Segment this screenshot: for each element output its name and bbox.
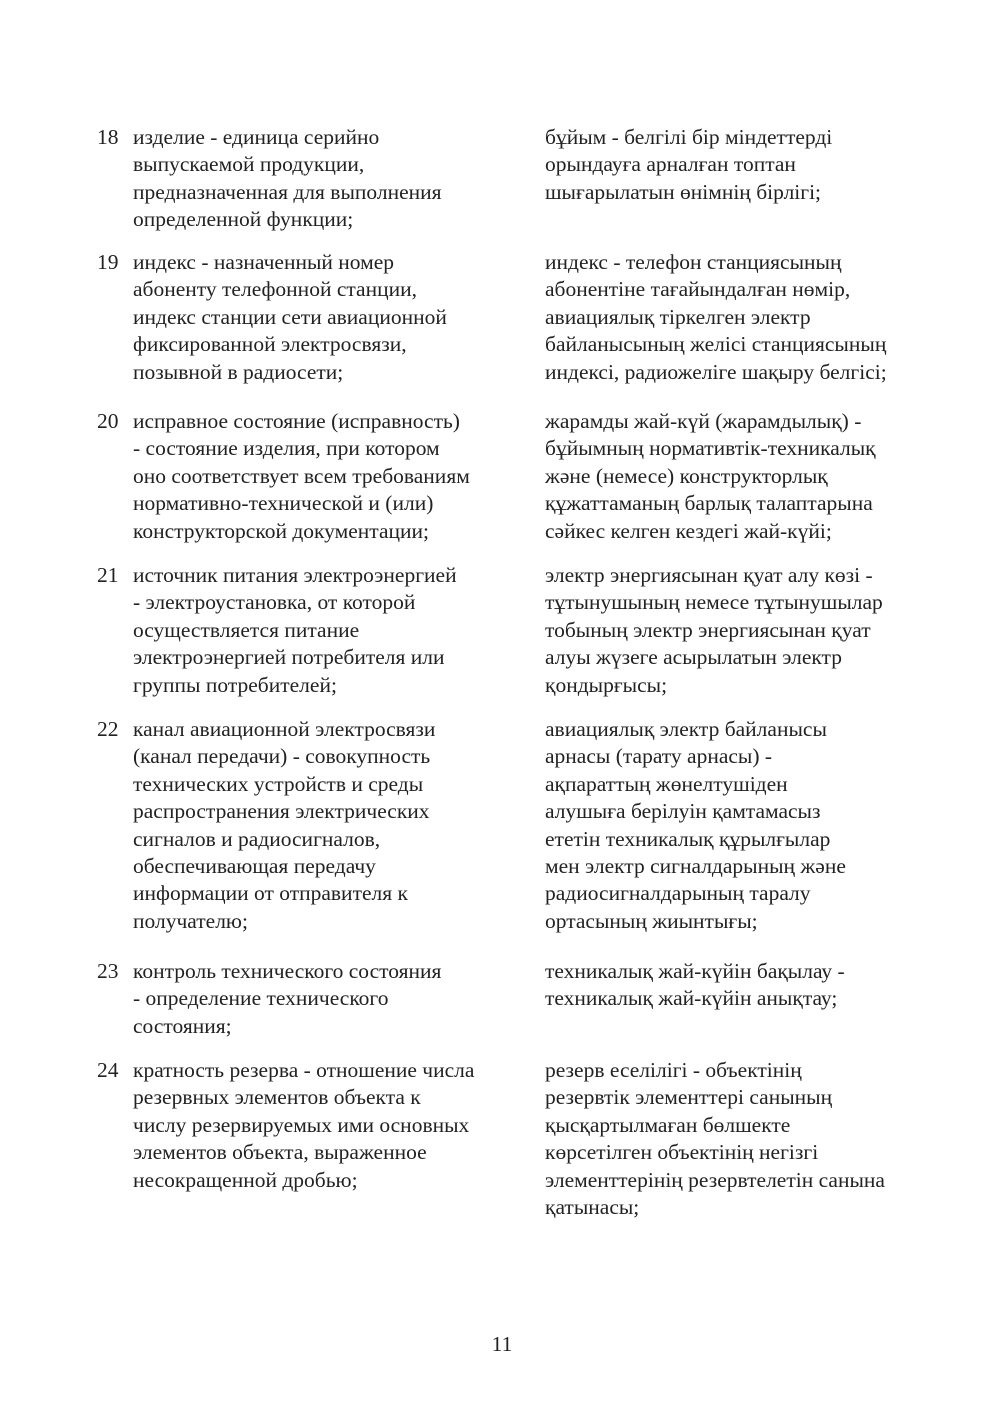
kazakh-definition: авиациялық электр байланысы арнасы (тарату арнасы) - ақпараттың жөнелтушіден алушыға берілуін қамтамасыз ететін техникалық құрылғылар мен электр сигналдарының және радиосигналдарының таралу ортасының жиынтығы;: [545, 717, 846, 933]
russian-definition: изделие - единица серийно выпускаемой продукции, предназначенная для выполнения определенной функции;: [133, 125, 442, 232]
page-number: 11: [491, 1332, 513, 1356]
entry-number: 18: [97, 125, 119, 149]
entry-number: 19: [97, 250, 119, 274]
russian-definition: кратность резерва - отношение числа резервных элементов объекта к числу резервируемых ими основных элементов объекта, выраженное несокращенной дробью;: [133, 1058, 475, 1192]
kazakh-definition: бұйым - белгілі бір міндеттерді орындауға арналған топтан шығарылатын өнімнің бірлігі;: [545, 125, 833, 204]
kazakh-definition: техникалық жай-күйін бақылау - техникалық жай-күйін анықтау;: [545, 959, 845, 1011]
entry-number: 20: [97, 409, 119, 433]
kazakh-definition: резерв еселілігі - объектінің резервтік элементтері санының қысқартылмаған бөлшекте көрсетілген объектінің негізгі элементтерінің резервтелетін санына қатынасы;: [545, 1058, 885, 1220]
kazakh-definition: жарамды жай-күй (жарамдылық) - бұйымның нормативтік-техникалық және (немесе) конструкторлық құжаттаманың барлық талаптарына сәйкес келген кездегі жай-күйі;: [545, 409, 876, 543]
kazakh-definition: электр энергиясынан қуат алу көзі - тұтынушының немесе тұтынушылар тобының электр энергиясынан қуат алуы жүзеге асырылатын электр қондырғысы;: [545, 563, 883, 697]
russian-definition: канал авиационной электросвязи (канал передачи) - совокупность технических устройств и среды распространения электрических сигналов и радиосигналов, обеспечивающая передачу информации от отправителя к получателю;: [133, 717, 436, 933]
russian-definition: индекс - назначенный номер абоненту телефонной станции, индекс станции сети авиационной фиксированной электросвязи, позывной в радиосети;: [133, 250, 447, 384]
russian-definition: контроль технического состояния - определение технического состояния;: [133, 959, 442, 1038]
russian-definition: исправное состояние (исправность) - состояние изделия, при котором оно соответствует всем требованиям нормативно-технической и (или) конструкторской документации;: [133, 409, 470, 543]
entry-number: 21: [97, 563, 119, 587]
russian-definition: источник питания электроэнергией - электроустановка, от которой осуществляется питание электроэнергией потребителя или группы потребителей;: [133, 563, 457, 697]
entry-number: 23: [97, 959, 119, 983]
entry-number: 24: [97, 1058, 119, 1082]
kazakh-definition: индекс - телефон станциясының абонентіне тағайындалған нөмір, авиациялық тіркелген электр байланысының желісі станциясының индексі, радиожеліге шақыру белгісі;: [545, 250, 887, 384]
entry-number: 22: [97, 717, 119, 741]
